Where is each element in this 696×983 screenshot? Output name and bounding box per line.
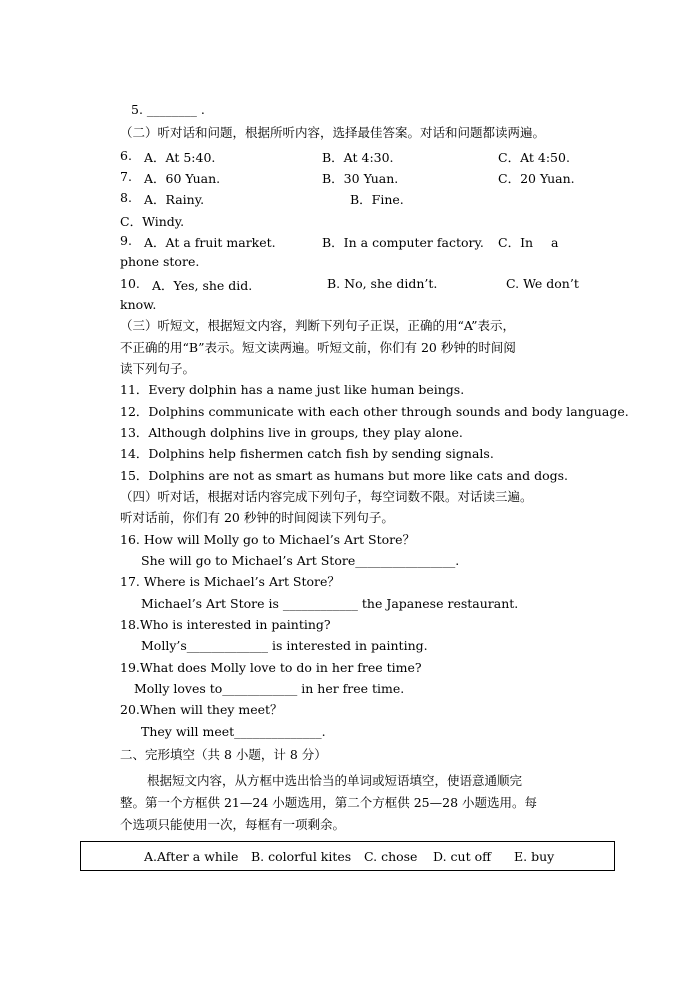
q9-option-c: C．In a — [498, 235, 559, 250]
q7-number: 7. — [120, 169, 132, 184]
q8-number: 8. — [120, 190, 132, 205]
q7-option-b: B．30 Yuan. — [322, 171, 399, 186]
section-3-heading-line-1: （三）听短文，根据短文内容，判断下列句子正误，正确的用“A”表示， — [120, 318, 515, 333]
q8-option-b: B．Fine. — [350, 192, 404, 207]
q6-number: 6. — [120, 148, 132, 163]
word-option-c: C. chose — [364, 849, 418, 864]
answer-19: Molly loves to____________ in her free time. — [134, 681, 405, 696]
q9-option-b: B．In a computer factory. — [322, 235, 484, 250]
word-bank-box — [80, 841, 615, 871]
q10-number: 10. — [120, 276, 140, 291]
statement-12: 12．Dolphins communicate with each other through sounds and body language. — [120, 404, 629, 419]
word-option-d: D. cut off — [433, 849, 491, 864]
question-5: 5. ________ . — [131, 102, 205, 117]
q10-option-b: B. No, she didn’t. — [327, 276, 438, 291]
q9-option-a: A．At a fruit market. — [144, 235, 276, 250]
q10-option-c: C. We don’t — [506, 276, 579, 291]
cloze-instruction-line-2: 整。第一个方框供 21—24 小题选用，第二个方框供 25—28 小题选用。每 — [120, 795, 538, 810]
question-19: 19.What does Molly love to do in her free time? — [120, 660, 422, 675]
q8-option-c: C．Windy. — [120, 214, 185, 229]
word-option-e: E. buy — [514, 849, 555, 864]
cloze-heading: 二、完形填空（共 8 小题，计 8 分） — [120, 747, 327, 762]
q10-option-c-continued: know. — [120, 297, 157, 312]
q6-option-b: B．At 4:30. — [322, 150, 394, 165]
cloze-instruction-line-1: 根据短文内容，从方框中选出恰当的单词或短语填空，使语意通顺完 — [147, 773, 523, 788]
q9-number: 9. — [120, 233, 132, 248]
word-option-b: B. colorful kites — [251, 849, 352, 864]
q6-option-c: C．At 4:50. — [498, 150, 570, 165]
q6-option-a: A．At 5:40. — [144, 150, 216, 165]
q8-option-a: A．Rainy. — [144, 192, 205, 207]
section-4-heading-line-1: （四）听对话，根据对话内容完成下列句子，每空词数不限。对话读三遍。 — [120, 489, 533, 504]
word-option-a: A.After a while — [144, 849, 239, 864]
q7-option-c: C．20 Yuan. — [498, 171, 575, 186]
answer-16: She will go to Michael’s Art Store________________. — [141, 553, 460, 568]
answer-17: Michael’s Art Store is ____________ the Japanese restaurant. — [141, 596, 519, 611]
question-16: 16. How will Molly go to Michael’s Art Store？ — [120, 532, 416, 547]
statement-15: 15．Dolphins are not as smart as humans but more like cats and dogs. — [120, 468, 569, 483]
answer-18: Molly’s_____________ is interested in painting. — [141, 638, 428, 653]
question-17: 17. Where is Michael’s Art Store？ — [120, 574, 340, 589]
q7-option-a: A．60 Yuan. — [144, 171, 221, 186]
cloze-instruction-line-3: 个选项只能使用一次，每框有一项剩余。 — [120, 817, 346, 832]
section-3-heading-line-2: 不正确的用“B”表示。短文读两遍。听短文前，你们有 20 秒钟的时间阅 — [120, 340, 516, 355]
q10-option-a: A．Yes, she did. — [152, 278, 253, 293]
statement-11: 11．Every dolphin has a name just like human beings. — [120, 382, 465, 397]
statement-14: 14．Dolphins help fishermen catch fish by sending signals. — [120, 446, 494, 461]
question-18: 18.Who is interested in painting? — [120, 617, 331, 632]
answer-20: They will meet______________. — [141, 724, 326, 739]
q9-option-c-continued: phone store. — [120, 254, 200, 269]
section-2-heading: （二）听对话和问题，根据所听内容，选择最佳答案。对话和问题都读两遍。 — [120, 125, 546, 140]
statement-13: 13．Although dolphins live in groups, they play alone. — [120, 425, 463, 440]
section-4-heading-line-2: 听对话前，你们有 20 秒钟的时间阅读下列句子。 — [120, 510, 394, 525]
question-20: 20.When will they meet？ — [120, 702, 283, 717]
section-3-heading-line-3: 读下列句子。 — [120, 361, 196, 376]
